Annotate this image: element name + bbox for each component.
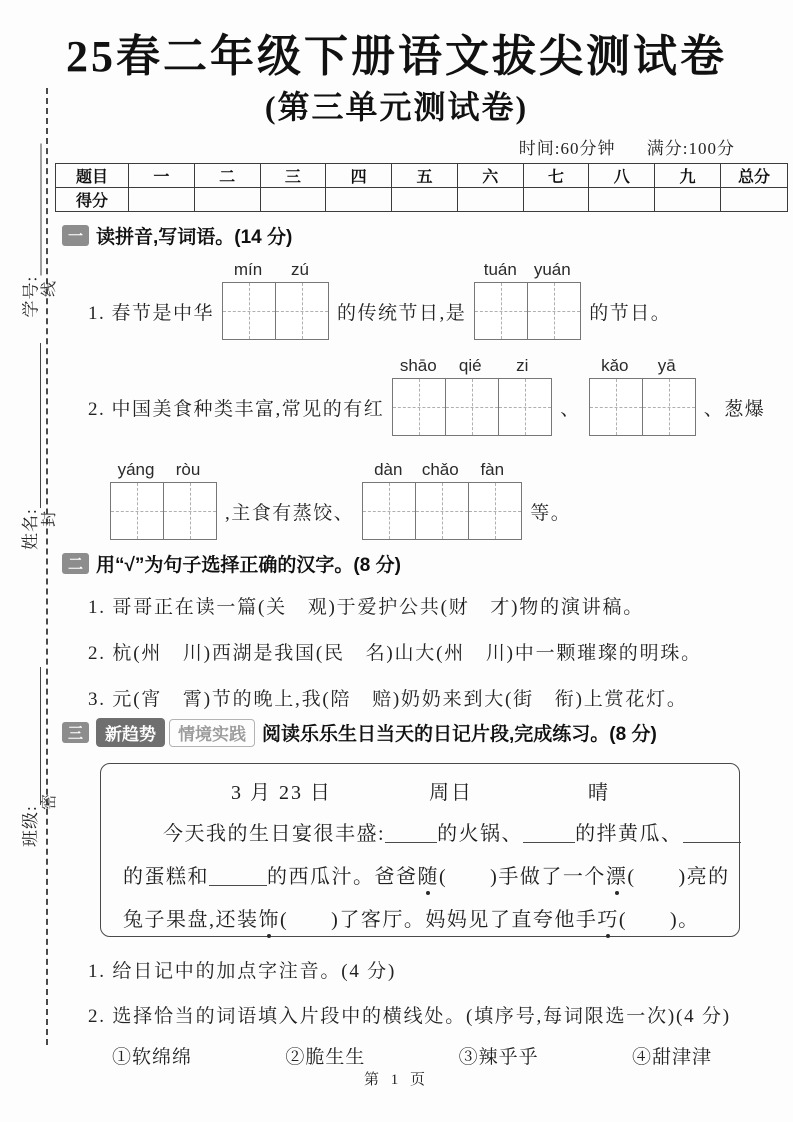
situational-practice-tag: 情境实践	[169, 719, 255, 747]
write-grid	[222, 282, 329, 340]
score-empty-cell	[392, 188, 458, 212]
class-field	[19, 627, 41, 847]
score-empty-cell	[129, 188, 195, 212]
score-header-cell: 五	[392, 164, 458, 188]
dotted-char: 随	[418, 860, 440, 889]
diary-text: 的西瓜汁。爸爸	[267, 866, 418, 888]
pinyin-syllable: fàn	[480, 460, 505, 479]
item1-text-mid: 的传统节日,是	[337, 302, 467, 324]
pinyin-row	[362, 460, 522, 482]
write-cell	[415, 483, 468, 539]
pinyin-syllable: zú	[291, 260, 309, 279]
score-table	[55, 163, 788, 212]
seal-char-feng: 封	[41, 510, 58, 527]
score-empty-cell	[523, 188, 589, 212]
section2-item2: 2. 杭(州 川)西湖是我国(民 名)山大(州 川)中一颗璀璨的明珠。	[88, 643, 702, 664]
section2-title: 用“√”为句子选择正确的汉字。(8 分)	[96, 555, 401, 576]
class-label: 班级:	[21, 805, 40, 847]
diary-text: 兔子果盘,还装	[123, 909, 259, 931]
section3-question1: 1. 给日记中的加点字注音。(4 分)	[88, 961, 397, 982]
write-grid	[474, 282, 581, 340]
write-cell	[275, 283, 328, 339]
pinyin-row	[110, 460, 217, 482]
pinyin-row	[474, 260, 581, 282]
pinyin-syllable: ròu	[175, 460, 201, 479]
diary-text: ( )手做了一个	[439, 866, 606, 888]
write-cell	[642, 379, 695, 435]
pinyin-syllable: yuán	[533, 260, 571, 279]
page-title: 25春二年级下册语文拔尖测试卷	[66, 32, 727, 81]
section3-title: 阅读乐乐生日当天的日记片段,完成练习。(8 分)	[262, 724, 657, 745]
score-header-cell: 题目	[56, 164, 129, 188]
write-cell	[527, 283, 580, 339]
class-blank-line	[26, 667, 41, 805]
diary-line-1	[123, 817, 725, 846]
pinyin-writebox-danchaofan	[362, 460, 522, 540]
write-cell	[498, 379, 551, 435]
diary-date: 3 月 23 日	[231, 782, 332, 804]
pinyin-syllable: tuán	[483, 260, 517, 279]
section1-item2-continued	[110, 460, 571, 540]
write-cell	[163, 483, 216, 539]
pinyin-syllable: kǎo	[601, 356, 629, 375]
fill-blank	[385, 826, 437, 843]
section1-number-badge: 一	[62, 225, 89, 246]
section3-header	[62, 718, 657, 747]
write-cell	[223, 283, 275, 339]
diary-line-3	[123, 903, 725, 932]
score-header-cell: 六	[457, 164, 523, 188]
dotted-char: 巧	[597, 903, 619, 932]
pinyin-writebox-kaoya	[589, 356, 696, 436]
section1-header	[62, 222, 292, 249]
student-id-label: 学号:	[21, 275, 41, 318]
page-subtitle: (第三单元测试卷)	[264, 89, 529, 125]
new-trend-tag: 新趋势	[96, 718, 165, 747]
score-empty-cell	[260, 188, 326, 212]
seal-char-mi: 密	[41, 793, 58, 810]
exam-time: 时间:60分钟	[518, 139, 616, 158]
score-empty-cell	[326, 188, 392, 212]
diary-line-2	[123, 860, 730, 889]
score-table-header-row	[56, 164, 788, 188]
section3-question2: 2. 选择恰当的词语填入片段中的横线处。(填序号,每词限选一次)(4 分)	[88, 1006, 731, 1027]
section1-title: 读拼音,写词语。(14 分)	[96, 227, 293, 248]
item2-text-mid: 、	[560, 398, 581, 420]
pinyin-syllable: yáng	[117, 460, 155, 479]
score-empty-cell	[194, 188, 260, 212]
fill-blank	[209, 869, 267, 886]
write-grid	[362, 482, 522, 540]
dotted-char: 漂	[606, 860, 628, 889]
pinyin-row	[589, 356, 696, 378]
write-grid	[392, 378, 552, 436]
name-blank-line	[26, 343, 41, 508]
section2-item1: 1. 哥哥正在读一篇(关 观)于爱护公共(财 才)物的演讲稿。	[88, 597, 645, 618]
item1-text-post: 的节日。	[589, 302, 672, 324]
section2-header	[62, 550, 401, 577]
write-cell	[363, 483, 415, 539]
diary-text: ( )亮的	[627, 866, 730, 888]
score-empty-cell	[457, 188, 523, 212]
word-option-3: ③辣乎乎	[458, 1047, 539, 1068]
diary-text: ( )了客厅。妈妈见了直夸他手	[280, 909, 598, 931]
score-header-cell: 八	[589, 164, 655, 188]
score-header-cell: 总分	[721, 164, 788, 188]
pinyin-syllable: dàn	[374, 460, 403, 479]
section1-item1	[88, 260, 671, 340]
score-table-score-row	[56, 188, 788, 212]
pinyin-writebox-tuanyuan	[474, 260, 581, 340]
diary-weekday: 周日	[429, 782, 473, 804]
name-label: 姓名:	[21, 508, 40, 550]
pinyin-syllable: yā	[657, 356, 676, 375]
page-number: 第 1 页	[363, 1072, 429, 1088]
diary-text: ( )。	[618, 909, 700, 931]
score-header-cell: 九	[655, 164, 721, 188]
seal-dashed-line	[46, 88, 48, 1045]
pinyin-writebox-shaoqiezi	[392, 356, 552, 436]
fill-blank	[523, 826, 575, 843]
write-cell	[111, 483, 163, 539]
pinyin-row	[222, 260, 329, 282]
dotted-char: 饰	[259, 903, 281, 932]
write-cell	[475, 283, 527, 339]
section1-item2	[88, 356, 765, 436]
section2-number-badge: 二	[62, 553, 89, 574]
section2-item3: 3. 元(宵 霄)节的晚上,我(陪 赔)奶奶来到大(街 衔)上赏花灯。	[88, 689, 688, 710]
exam-info	[493, 134, 735, 159]
pinyin-syllable: zi	[516, 356, 529, 375]
diary-text: 的蛋糕和	[123, 866, 209, 888]
diary-weather: 晴	[588, 782, 610, 804]
pinyin-row	[392, 356, 552, 378]
write-cell	[468, 483, 521, 539]
item2b-text-post: 等。	[530, 502, 572, 524]
score-empty-cell	[721, 188, 788, 212]
diary-excerpt-box	[100, 763, 740, 937]
word-option-2: ②脆生生	[285, 1047, 366, 1068]
pinyin-syllable: qié	[458, 356, 482, 375]
score-empty-cell	[655, 188, 721, 212]
section3-number-badge: 三	[62, 722, 89, 743]
diary-text: 今天我的生日宴很丰盛:	[163, 823, 386, 845]
score-header-cell: 七	[523, 164, 589, 188]
score-row-label: 得分	[56, 188, 129, 212]
score-header-cell: 三	[260, 164, 326, 188]
pinyin-writebox-yangrou	[110, 460, 217, 540]
pinyin-syllable: mín	[233, 260, 263, 279]
item2-text-post: 、葱爆	[703, 398, 766, 420]
fill-blank	[683, 826, 741, 843]
word-option-1: ①软绵绵	[112, 1047, 193, 1068]
score-header-cell: 二	[194, 164, 260, 188]
score-header-cell: 一	[129, 164, 195, 188]
diary-text: 的拌黄瓜、	[575, 823, 683, 845]
pinyin-writebox-minzu	[222, 260, 329, 340]
score-empty-cell	[589, 188, 655, 212]
pinyin-syllable: chǎo	[421, 460, 459, 479]
score-header-cell: 四	[326, 164, 392, 188]
item1-text-pre: 1. 春节是中华	[88, 302, 215, 324]
item2-text-pre: 2. 中国美食种类丰富,常见的有红	[88, 398, 385, 420]
item2b-text-mid: ,主食有蒸饺、	[225, 502, 355, 524]
write-cell	[590, 379, 642, 435]
write-grid	[589, 378, 696, 436]
word-option-4: ④甜津津	[631, 1047, 712, 1068]
diary-text: 的火锅、	[437, 823, 524, 845]
student-id-blank-line	[27, 144, 42, 276]
write-grid	[110, 482, 217, 540]
word-options-row	[112, 1042, 712, 1069]
pinyin-syllable: shāo	[399, 356, 437, 375]
write-cell	[445, 379, 498, 435]
seal-char-line: 线	[41, 280, 58, 297]
exam-full-score: 满分:100分	[646, 139, 735, 158]
write-cell	[393, 379, 445, 435]
